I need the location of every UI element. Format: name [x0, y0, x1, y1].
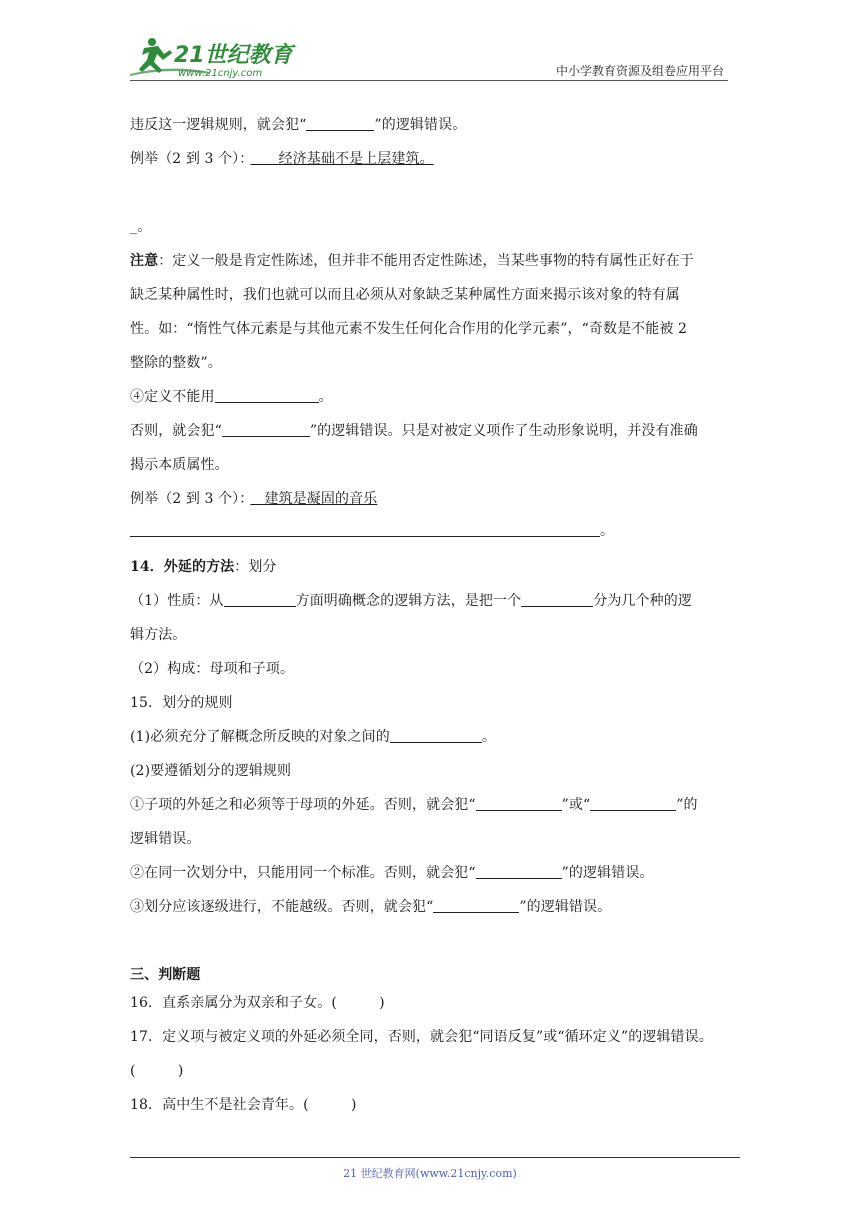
answer-blank: [306, 116, 374, 131]
answer-blank: [476, 796, 562, 811]
text-line: _。: [130, 219, 152, 235]
logo-url: www.21cnjy.com: [178, 68, 263, 78]
text-line: (2)要遵循划分的逻辑规则: [130, 763, 292, 779]
question-17: 17．定义项与被定义项的外延必须全同，否则，就会犯“同语反复”或“循环定义”的逻辑错误。: [130, 1029, 713, 1045]
question-15-title: 15．划分的规则: [130, 695, 233, 711]
text-line: 整除的整数”。: [130, 355, 222, 371]
answer-underlined: 经济基础不是上层建筑。: [278, 151, 434, 167]
text-line: 揭示本质属性。: [130, 457, 229, 473]
footer-source: 21 世纪教育网(www.21cnjy.com): [343, 1167, 517, 1180]
text-line: （1）性质：从 方面明确概念的逻辑方法，是把一个 分为几个种的逻: [130, 593, 692, 609]
page-header: [130, 30, 728, 80]
text-line: (1)必须充分了解概念所反映的对象之间的 。: [130, 729, 496, 745]
text-line: ①子项的外延之和必须等于母项的外延。否则，就会犯“ ”或“ ”的: [130, 797, 698, 813]
note-label: 注意: [130, 253, 159, 269]
question-16: 16．直系亲属分为双亲和子女。( ): [130, 995, 385, 1011]
answer-blank: [433, 898, 519, 913]
answer-blank: [130, 522, 600, 537]
text-line: 例举（2 到 3 个）： 建筑是凝固的音乐: [130, 491, 378, 507]
text-line: ④定义不能用 。: [130, 389, 333, 405]
text-line: ③划分应该逐级进行，不能越级。否则，就会犯“ ”的逻辑错误。: [130, 899, 612, 915]
logo-text: 21世纪教育: [174, 43, 293, 68]
text-line: ②在同一次划分中，只能用同一个标准。否则，就会犯“ ”的逻辑错误。: [130, 865, 654, 881]
text-line: 注意：定义一般是肯定性陈述，但并非不能用否定性陈述，当某些事物的特有属性正好在于: [130, 253, 695, 269]
text-line: 例举（2 到 3 个）： 经济基础不是上层建筑。: [130, 151, 434, 167]
question-14-title: 14．外延的方法：划分: [130, 559, 277, 575]
header-platform-title: 中小学教育资源及组卷应用平台: [555, 64, 724, 78]
text-line: 缺乏某种属性时，我们也就可以而且必须从对象缺乏某种属性方面来揭示该对象的特有属: [130, 287, 680, 303]
text-line: 逻辑错误。: [130, 831, 201, 847]
answer-blank: [521, 592, 593, 607]
answer-blank: [222, 422, 310, 437]
answer-blank: [224, 592, 296, 607]
footer-divider: [130, 1157, 740, 1158]
text-line: 辑方法。: [130, 627, 187, 643]
text-line: （2）构成：母项和子项。: [130, 661, 295, 677]
text-line: 。: [130, 520, 614, 540]
question-18: 18．高中生不是社会青年。( ): [130, 1097, 357, 1113]
text-line: 否则，就会犯“ ”的逻辑错误。只是对被定义项作了生动形象说明，并没有准确: [130, 423, 698, 439]
logo: [130, 34, 300, 78]
text-line: 性。如：“惰性气体元素是与其他元素不发生任何化合作用的化学元素”，“奇数是不能被 2: [130, 321, 688, 337]
section-3-heading: 三、判断题: [130, 967, 201, 983]
answer-blank: [476, 864, 562, 879]
answer-blank: [390, 728, 482, 743]
answer-blank: [590, 796, 676, 811]
question-17-answer-bracket: ( ): [130, 1063, 184, 1079]
header-divider: [130, 80, 728, 81]
answer-blank: [215, 388, 319, 403]
answer-underlined: 建筑是凝固的音乐: [264, 491, 378, 507]
text-line: 违反这一逻辑规则，就会犯“ ”的逻辑错误。: [130, 117, 467, 133]
